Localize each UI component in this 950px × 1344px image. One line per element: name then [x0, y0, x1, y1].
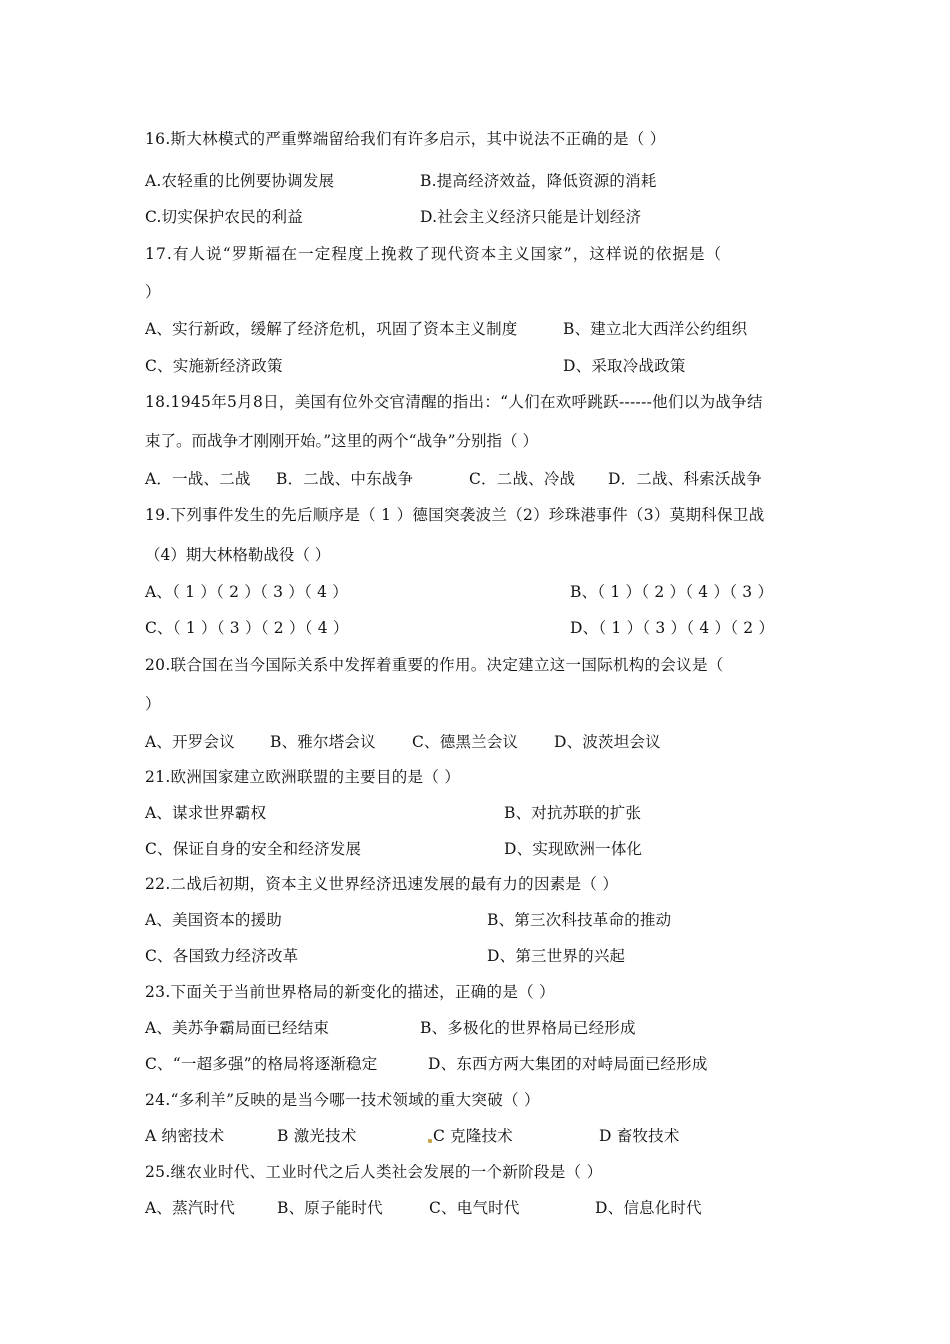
question-18-stem: 18.1945年5月8日，美国有位外交官清醒的指出：“人们在欢呼跳跃------他们以为战争结	[145, 393, 763, 411]
question-16-option-a: A.农轻重的比例要协调发展	[145, 172, 335, 190]
question-23-option-b: B、多极化的世界格局已经形成	[420, 1019, 636, 1037]
question-22-option-b: B、第三次科技革命的推动	[487, 911, 672, 929]
question-21-option-d: D、实现欧洲一体化	[504, 840, 643, 858]
question-20-stem-continued: ）	[145, 695, 161, 713]
question-17-option-c: C、实施新经济政策	[145, 357, 283, 375]
question-20-option-b: B、雅尔塔会议	[270, 733, 376, 751]
question-22-option-c: C、各国致力经济改革	[145, 947, 299, 965]
question-19-option-b: B、（ 1 ）（ 2 ）（ 4 ）（ 3 ）	[570, 583, 774, 601]
question-20-option-c: C、德黑兰会议	[412, 733, 519, 751]
question-19-option-a: A、（ 1 ）（ 2 ）（ 3 ）（ 4 ）	[145, 583, 348, 601]
question-18-stem-continued: 束了。而战争才刚刚开始。”这里的两个“战争”分别指（ ）	[145, 432, 538, 450]
question-22-option-a: A、美国资本的援助	[145, 911, 282, 929]
question-16-option-d: D.社会主义经济只能是计划经济	[420, 208, 642, 226]
question-23-option-c: C、“一超多强”的格局将逐渐稳定	[145, 1055, 378, 1073]
question-17-option-b: B、建立北大西洋公约组织	[563, 320, 748, 338]
question-18-option-d: D．二战、科索沃战争	[608, 470, 762, 488]
question-24-option-d: D 畜牧技术	[599, 1127, 680, 1145]
question-16-stem: 16.斯大林模式的严重弊端留给我们有许多启示，其中说法不正确的是（ ）	[145, 130, 666, 148]
question-19-stem-continued: （4）期大林格勒战役（ ）	[145, 546, 331, 564]
question-16-option-b: B.提高经济效益，降低资源的消耗	[420, 172, 657, 190]
question-22-stem: 22.二战后初期，资本主义世界经济迅速发展的最有力的因素是（ ）	[145, 875, 619, 893]
question-17-option-d: D、采取冷战政策	[563, 357, 686, 375]
question-17-stem: 17.有人说“罗斯福在一定程度上挽救了现代资本主义国家”，这样说的依据是（	[145, 245, 723, 263]
question-21-option-b: B、对抗苏联的扩张	[504, 804, 642, 822]
question-19-option-c: C、（ 1 ）（ 3 ）（ 2 ）（ 4 ）	[145, 619, 349, 637]
question-18-option-a: A．一战、二战	[145, 470, 251, 488]
question-25-option-a: A、蒸汽时代	[145, 1199, 235, 1217]
question-24-option-c: C 克隆技术	[433, 1127, 513, 1145]
question-24-stem: 24.“多利羊”反映的是当今哪一技术领域的重大突破（ ）	[145, 1091, 540, 1109]
question-23-option-d: D、东西方两大集团的对峙局面已经形成	[428, 1055, 708, 1073]
question-17-stem-continued: ）	[145, 283, 161, 301]
stray-mark	[428, 1139, 432, 1143]
question-24-option-a: A 纳密技术	[145, 1127, 225, 1145]
question-16-option-c: C.切实保护农民的利益	[145, 208, 303, 226]
question-25-stem: 25.继农业时代、工业时代之后人类社会发展的一个新阶段是（ ）	[145, 1163, 603, 1181]
question-22-option-d: D、第三世界的兴起	[487, 947, 626, 965]
question-18-option-b: B．二战、中东战争	[276, 470, 414, 488]
question-24-option-b: B 激光技术	[277, 1127, 357, 1145]
question-25-option-d: D、信息化时代	[595, 1199, 702, 1217]
question-25-option-b: B、原子能时代	[277, 1199, 383, 1217]
question-18-option-c: C．二战、冷战	[469, 470, 576, 488]
question-23-option-a: A、美苏争霸局面已经结束	[145, 1019, 330, 1037]
question-21-stem: 21.欧洲国家建立欧洲联盟的主要目的是（ ）	[145, 768, 461, 786]
question-20-option-a: A、开罗会议	[145, 733, 235, 751]
question-19-option-d: D、（ 1 ）（ 3 ）（ 4 ）（ 2 ）	[570, 619, 775, 637]
question-21-option-c: C、保证自身的安全和经济发展	[145, 840, 362, 858]
question-19-stem: 19.下列事件发生的先后顺序是（ 1 ）德国突袭波兰（2）珍珠港事件（3）莫期科保卫战	[145, 506, 765, 524]
question-20-option-d: D、波茨坦会议	[554, 733, 661, 751]
question-21-option-a: A、谋求世界霸权	[145, 804, 267, 822]
question-25-option-c: C、电气时代	[429, 1199, 520, 1217]
question-23-stem: 23.下面关于当前世界格局的新变化的描述，正确的是（ ）	[145, 983, 555, 1001]
question-17-option-a: A、实行新政，缓解了经济危机，巩固了资本主义制度	[145, 320, 518, 338]
question-20-stem: 20.联合国在当今国际关系中发挥着重要的作用。决定建立这一国际机构的会议是（	[145, 656, 724, 674]
